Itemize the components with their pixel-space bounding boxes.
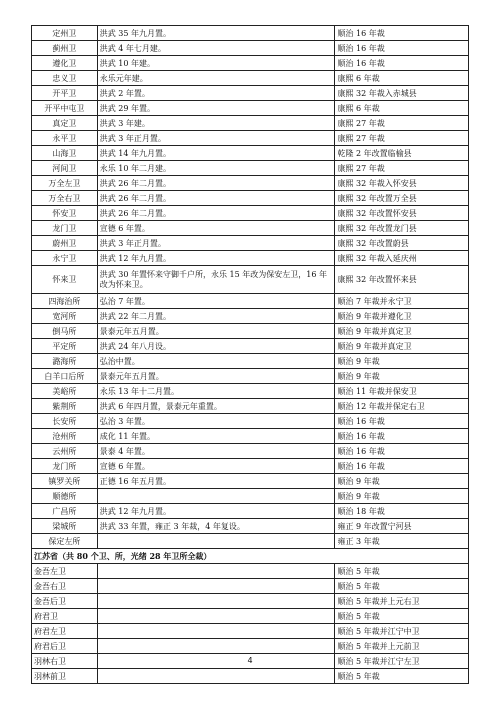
establishment-cell: 洪武 10 年建。	[97, 56, 335, 71]
establishment-cell	[97, 564, 335, 579]
establishment-cell: 洪武 3 年正月置。	[97, 131, 335, 146]
abolition-cell: 顺治 5 年裁并上元右卫	[335, 594, 469, 609]
establishment-cell: 正德 16 年五月置。	[97, 474, 335, 489]
table-row	[32, 131, 469, 146]
unit-name-cell: 真定卫	[32, 116, 98, 131]
establishment-cell: 洪武 6 年四月置，景泰元年重置。	[97, 399, 335, 414]
abolition-cell: 顺治 5 年裁	[335, 564, 469, 579]
unit-name-cell: 永宁卫	[32, 251, 98, 266]
abolition-cell: 顺治 16 年裁	[335, 459, 469, 474]
abolition-cell: 康熙 27 年裁	[335, 161, 469, 176]
abolition-cell: 雍正 3 年裁	[335, 534, 469, 549]
table-row	[32, 146, 469, 161]
establishment-cell: 洪武 3 年正月置。	[97, 236, 335, 251]
table-row	[32, 324, 469, 339]
table-row	[32, 294, 469, 309]
table-row	[32, 236, 469, 251]
unit-name-cell: 长安所	[32, 414, 98, 429]
establishment-cell: 成化 11 年置。	[97, 429, 335, 444]
establishment-cell: 宣德 6 年置。	[97, 459, 335, 474]
abolition-cell: 顺治 16 年裁	[335, 414, 469, 429]
table-row	[32, 459, 469, 474]
table-row	[32, 579, 469, 594]
garrison-table	[31, 25, 469, 684]
establishment-cell	[97, 669, 335, 684]
unit-name-cell: 广昌所	[32, 504, 98, 519]
unit-name-cell: 金吾后卫	[32, 594, 98, 609]
table-row	[32, 669, 469, 684]
table-row	[32, 504, 469, 519]
table-row	[32, 206, 469, 221]
unit-name-cell: 保定左所	[32, 534, 98, 549]
establishment-cell: 弘治 3 年置。	[97, 414, 335, 429]
table-row	[32, 489, 469, 504]
abolition-cell: 顺治 18 年裁	[335, 504, 469, 519]
abolition-cell: 康熙 32 年裁入赤城县	[335, 86, 469, 101]
unit-name-cell: 倒马所	[32, 324, 98, 339]
abolition-cell: 顺治 9 年裁	[335, 474, 469, 489]
abolition-cell: 顺治 16 年裁	[335, 444, 469, 459]
abolition-cell: 康熙 32 年裁入延庆州	[335, 251, 469, 266]
unit-name-cell: 河间卫	[32, 161, 98, 176]
establishment-cell: 洪武 2 年置。	[97, 86, 335, 101]
abolition-cell: 顺治 9 年裁并真定卫	[335, 339, 469, 354]
table-row	[32, 339, 469, 354]
table-row	[32, 399, 469, 414]
unit-name-cell: 万全左卫	[32, 176, 98, 191]
unit-name-cell: 宽河所	[32, 309, 98, 324]
abolition-cell: 顺治 11 年裁并保安卫	[335, 384, 469, 399]
unit-name-cell: 忠义卫	[32, 71, 98, 86]
establishment-cell	[97, 639, 335, 654]
unit-name-cell: 开平中屯卫	[32, 101, 98, 116]
unit-name-cell: 美峪所	[32, 384, 98, 399]
unit-name-cell: 云州所	[32, 444, 98, 459]
establishment-cell: 洪武 26 年二月置。	[97, 176, 335, 191]
establishment-cell	[97, 594, 335, 609]
abolition-cell: 顺治 9 年裁并遵化卫	[335, 309, 469, 324]
abolition-cell: 康熙 32 年改置蔚县	[335, 236, 469, 251]
abolition-cell: 康熙 32 年改置龙门县	[335, 221, 469, 236]
unit-name-cell: 万全右卫	[32, 191, 98, 206]
table-row	[32, 116, 469, 131]
table-row	[32, 101, 469, 116]
table-row	[32, 384, 469, 399]
page-number: 4	[247, 656, 253, 665]
abolition-cell: 顺治 5 年裁并江宁中卫	[335, 624, 469, 639]
table-row	[32, 251, 469, 266]
abolition-cell: 顺治 12 年裁并保定右卫	[335, 399, 469, 414]
table-row	[32, 369, 469, 384]
unit-name-cell: 金吾左卫	[32, 564, 98, 579]
unit-name-cell: 沧州所	[32, 429, 98, 444]
abolition-cell: 康熙 6 年裁	[335, 101, 469, 116]
table-row	[32, 354, 469, 369]
abolition-cell: 顺治 16 年裁	[335, 429, 469, 444]
establishment-cell: 洪武 22 年二月置。	[97, 309, 335, 324]
unit-name-cell: 龙门所	[32, 459, 98, 474]
table-row	[32, 474, 469, 489]
unit-name-cell: 四海治所	[32, 294, 98, 309]
unit-name-cell: 府君后卫	[32, 639, 98, 654]
table-row	[32, 266, 469, 294]
unit-name-cell: 定州卫	[32, 26, 98, 41]
unit-name-cell: 顺德所	[32, 489, 98, 504]
abolition-cell: 顺治 5 年裁并江宁左卫	[335, 654, 469, 669]
unit-name-cell: 蔚州卫	[32, 236, 98, 251]
establishment-cell	[97, 609, 335, 624]
establishment-cell: 宣德 6 年置。	[97, 221, 335, 236]
table-row	[32, 444, 469, 459]
establishment-cell: 洪武 26 年二月置。	[97, 191, 335, 206]
table-row	[32, 221, 469, 236]
abolition-cell: 顺治 9 年裁	[335, 489, 469, 504]
unit-name-cell: 平定所	[32, 339, 98, 354]
establishment-cell: 景泰 4 年置。	[97, 444, 335, 459]
establishment-cell: 洪武 24 年八月设。	[97, 339, 335, 354]
table-row	[32, 414, 469, 429]
establishment-cell: 洪武 12 年九月置。	[97, 251, 335, 266]
establishment-cell	[97, 489, 335, 504]
document-page	[31, 25, 469, 684]
abolition-cell: 康熙 32 年改置怀安县	[335, 206, 469, 221]
table-row	[32, 534, 469, 549]
unit-name-cell: 羽林前卫	[32, 669, 98, 684]
establishment-cell: 永乐 10 年二月建。	[97, 161, 335, 176]
abolition-cell: 顺治 5 年裁	[335, 579, 469, 594]
table-row	[32, 639, 469, 654]
table-row	[32, 191, 469, 206]
establishment-cell: 永乐元年建。	[97, 71, 335, 86]
establishment-cell	[97, 579, 335, 594]
unit-name-cell: 金吾右卫	[32, 579, 98, 594]
abolition-cell: 乾隆 2 年改置临榆县	[335, 146, 469, 161]
abolition-cell: 康熙 32 年裁入怀安县	[335, 176, 469, 191]
table-row	[32, 309, 469, 324]
unit-name-cell: 镇罗关所	[32, 474, 98, 489]
establishment-cell: 弘治 7 年置。	[97, 294, 335, 309]
unit-name-cell: 怀来卫	[32, 266, 98, 294]
unit-name-cell: 开平卫	[32, 86, 98, 101]
unit-name-cell: 潞海所	[32, 354, 98, 369]
abolition-cell: 顺治 5 年裁并上元前卫	[335, 639, 469, 654]
abolition-cell: 顺治 9 年裁并真定卫	[335, 324, 469, 339]
establishment-cell: 洪武 3 年建。	[97, 116, 335, 131]
establishment-cell: 洪武 30 年置怀来守御千户所，永乐 15 年改为保安左卫，16 年改为怀来卫。	[97, 266, 335, 294]
abolition-cell: 顺治 16 年裁	[335, 26, 469, 41]
establishment-cell: 洪武 12 年九月置。	[97, 504, 335, 519]
abolition-cell: 康熙 32 年改置怀来县	[335, 266, 469, 294]
establishment-cell: 洪武 14 年九月置。	[97, 146, 335, 161]
unit-name-cell: 永平卫	[32, 131, 98, 146]
unit-name-cell: 龙门卫	[32, 221, 98, 236]
section-header-row	[32, 549, 469, 564]
section-title: 江苏省（共 80 个卫、所，光绪 28 年卫所全裁）	[32, 549, 469, 564]
abolition-cell: 顺治 9 年裁	[335, 354, 469, 369]
abolition-cell: 康熙 27 年裁	[335, 116, 469, 131]
establishment-cell	[97, 534, 335, 549]
unit-name-cell: 府君左卫	[32, 624, 98, 639]
table-row	[32, 594, 469, 609]
table-row	[32, 176, 469, 191]
table-row	[32, 86, 469, 101]
table-row	[32, 609, 469, 624]
establishment-cell: 洪武 29 年置。	[97, 101, 335, 116]
establishment-cell: 弘治中置。	[97, 354, 335, 369]
table-row	[32, 519, 469, 534]
table-row	[32, 26, 469, 41]
abolition-cell: 康熙 6 年裁	[335, 71, 469, 86]
unit-name-cell: 紫荆所	[32, 399, 98, 414]
unit-name-cell: 羽林右卫	[32, 654, 98, 669]
establishment-cell: 永乐 13 年十二月置。	[97, 384, 335, 399]
abolition-cell: 顺治 16 年裁	[335, 41, 469, 56]
abolition-cell: 顺治 5 年裁	[335, 669, 469, 684]
unit-name-cell: 白羊口后所	[32, 369, 98, 384]
establishment-cell: 景泰元年五月置。	[97, 369, 335, 384]
establishment-cell: 洪武 33 年置，雍正 3 年裁，4 年复设。	[97, 519, 335, 534]
establishment-cell: 景泰元年五月置。	[97, 324, 335, 339]
table-row	[32, 564, 469, 579]
abolition-cell: 顺治 5 年裁	[335, 609, 469, 624]
abolition-cell: 顺治 9 年裁	[335, 369, 469, 384]
abolition-cell: 康熙 32 年改置万全县	[335, 191, 469, 206]
table-row	[32, 71, 469, 86]
unit-name-cell: 怀安卫	[32, 206, 98, 221]
table-row	[32, 41, 469, 56]
establishment-cell: 洪武 26 年二月置。	[97, 206, 335, 221]
abolition-cell: 康熙 27 年裁	[335, 131, 469, 146]
abolition-cell: 顺治 16 年裁	[335, 56, 469, 71]
unit-name-cell: 蓟州卫	[32, 41, 98, 56]
establishment-cell: 洪武 35 年九月置。	[97, 26, 335, 41]
establishment-cell	[97, 624, 335, 639]
unit-name-cell: 遵化卫	[32, 56, 98, 71]
establishment-cell: 洪武 4 年七月建。	[97, 41, 335, 56]
unit-name-cell: 府君卫	[32, 609, 98, 624]
abolition-cell: 雍正 9 年改置宁河县	[335, 519, 469, 534]
abolition-cell: 顺治 7 年裁并永宁卫	[335, 294, 469, 309]
unit-name-cell: 梁城所	[32, 519, 98, 534]
table-row	[32, 624, 469, 639]
table-row	[32, 429, 469, 444]
table-row	[32, 161, 469, 176]
table-row	[32, 56, 469, 71]
unit-name-cell: 山海卫	[32, 146, 98, 161]
